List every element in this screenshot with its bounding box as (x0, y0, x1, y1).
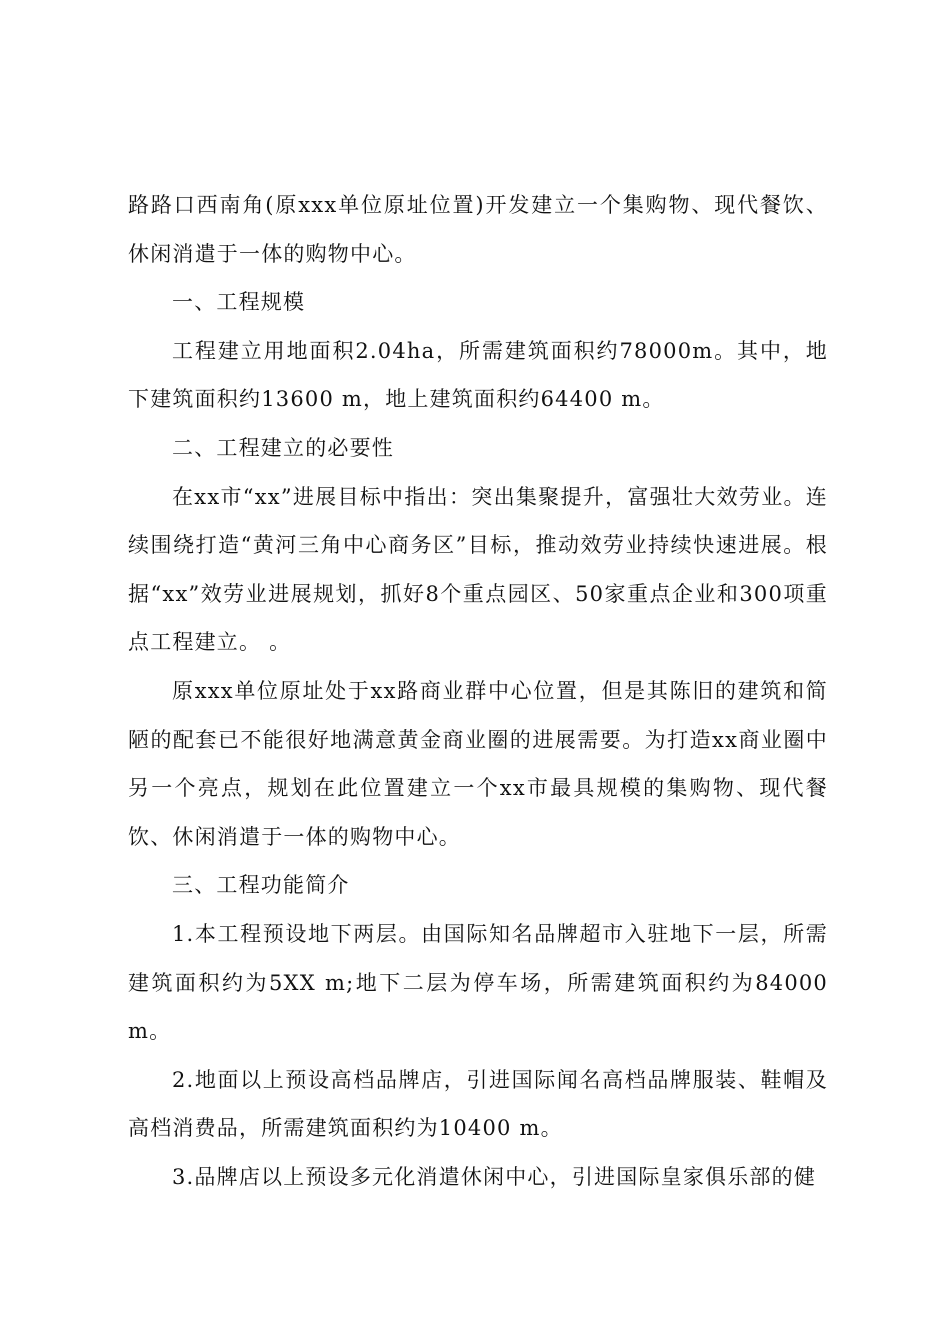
paragraph-site-location: 原xxx单位原址处于xx路商业群中心位置，但是其陈旧的建筑和简陋的配套已不能很好地满意黄金商业圈的进展需要。为打造xx商业圈中另一个亮点，规划在此位置建立一个xx市最具规模的集购物、现代餐饮、休闲消遣于一体的购物中心。 (128, 678, 828, 849)
paragraph-function-1: 1.本工程预设地下两层。由国际知名品牌超市入驻地下一层，所需建筑面积约为5XX m;地下二层为停车场，所需建筑面积约为84000 m。 (128, 921, 828, 1044)
paragraph-project-scale: 工程建立用地面积2.04ha，所需建筑面积约78000m。其中，地下建筑面积约13600 m，地上建筑面积约64400 m。 (128, 338, 828, 412)
paragraph-intro-continuation: 路路口西南角(原xxx单位原址位置)开发建立一个集购物、现代餐饮、休闲消遣于一体的购物中心。 (128, 193, 828, 266)
paragraph-function-2: 2.地面以上预设高档品牌店，引进国际闻名高档品牌服装、鞋帽及高档消费品，所需建筑面积约为10400 m。 (128, 1067, 828, 1141)
paragraph-development-goals: 在xx市“xx”进展目标中指出：突出集聚提升，富强壮大效劳业。连续围绕打造“黄河三角中心商务区”目标，推动效劳业持续快速进展。根据“xx”效劳业进展规划，抓好8个重点园区、50家重点企业和300项重点工程建立。 。 (128, 484, 828, 655)
section-heading-functions: 三、工程功能简介 (172, 873, 350, 898)
document-body (128, 181, 828, 1201)
paragraph-function-3: 3.品牌店以上预设多元化消遣休闲中心，引进国际皇家俱乐部的健 (172, 1164, 817, 1189)
section-heading-necessity: 二、工程建立的必要性 (172, 435, 394, 460)
section-heading-project-scale: 一、工程规模 (172, 290, 306, 315)
